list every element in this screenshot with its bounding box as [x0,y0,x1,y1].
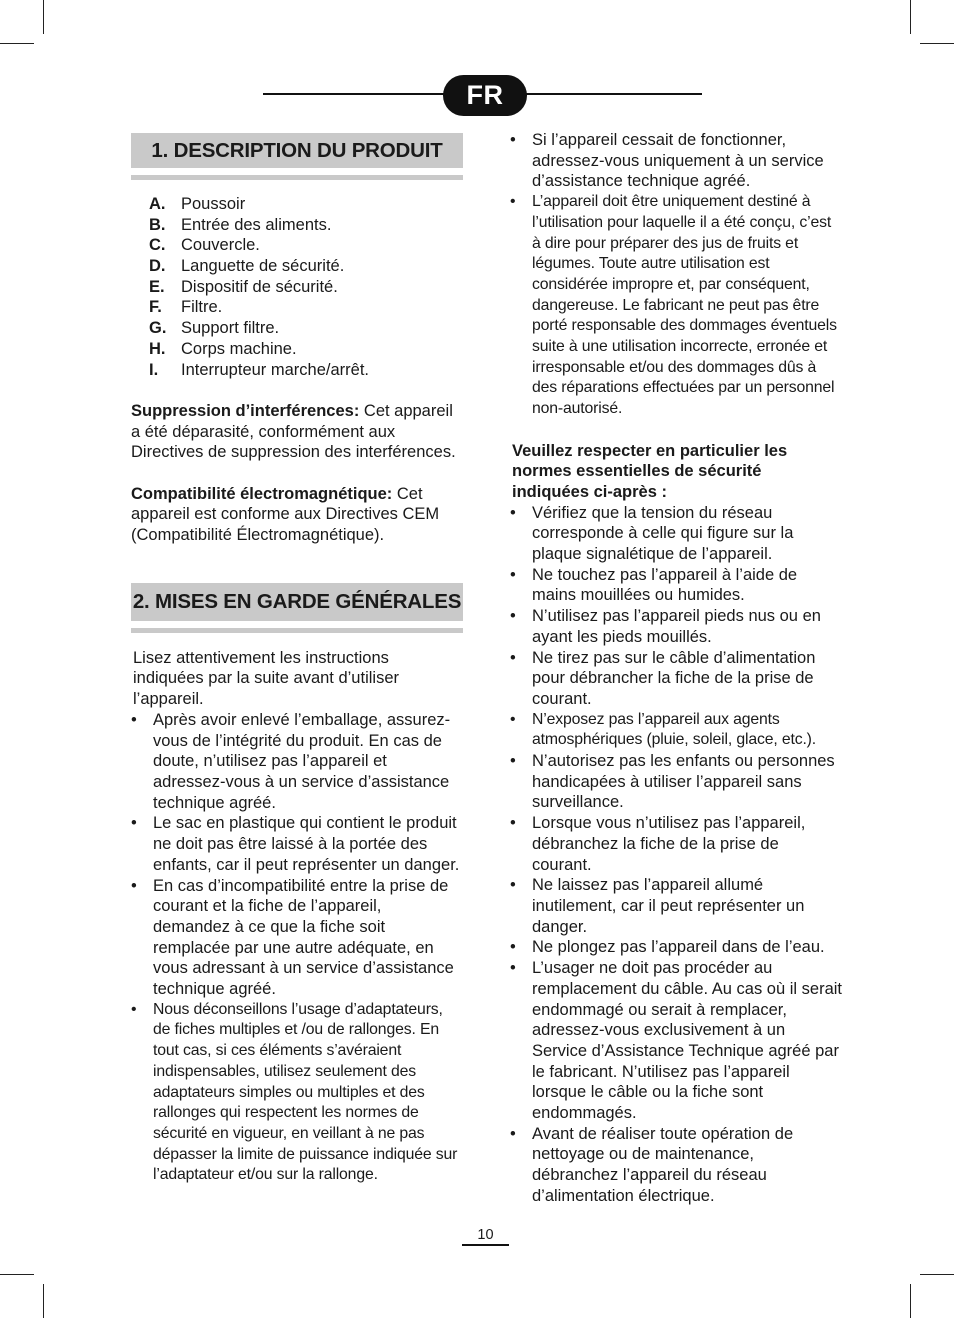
list-item [149,318,463,339]
emc-paragraph [131,484,463,546]
list-item [149,360,463,381]
part-key: A. [149,195,166,213]
list-item: • Ne laissez pas l’appareil allumé inutilement, car il peut représenter un danger. [510,875,842,937]
crop-mark [0,43,34,44]
part-key: G. [149,319,167,338]
list-item: • Vérifiez que la tension du réseau corresponde à celle qui figure sur la plaque signalétique de l’appareil. [510,503,842,565]
list-item [149,339,463,360]
part-label: Entrée des aliments. [181,215,332,234]
part-key: I. [149,360,159,379]
interference-text: Cet appareil a été déparasité, conformément aux Directives de suppression des interférences. [131,401,456,462]
part-label: Languette de sécurité. [181,257,345,276]
crop-mark [910,1284,911,1318]
list-item: • Lorsque vous n’utilisez pas l’appareil, débranchez la fiche de la prise de courant. [510,813,842,875]
header-rule-right [517,93,702,95]
interference-label: Suppression d’interférences: [131,401,360,420]
part-label: Filtre. [181,298,223,317]
part-label: Corps machine. [181,339,297,358]
list-item [149,194,463,215]
list-item: • Ne plongez pas l’appareil dans de l’eau. [510,937,842,958]
part-label: Support filtre. [181,319,280,338]
section-divider [131,628,463,633]
list-item [149,277,463,298]
safety-heading: Veuillez respecter en particulier les normes essentielles de sécurité indiquées ci-après : [512,441,788,501]
list-item: • Si l’appareil cessait de fonctionner, adressez-vous uniquement à un service d’assistance technique agréé. [510,130,842,192]
list-item: • En cas d’incompatibilité entre la prise de courant et la fiche de l’appareil, demandez à ce que la fiche soit remplacée par une autre adéquate, en vous adressant à un service d’assistance technique agréé. [131,876,463,1000]
header-rule-left [263,93,453,95]
section-1-heading: 1. DESCRIPTION DU PRODUIT [131,133,463,168]
list-item: • Nous déconseillons l’usage d’adaptateurs, de fiches multiples et /ou de rallonges. En tout cas, si ces éléments s’avéraient indispensables, utilisez seulement des adaptateurs simples ou multiples et des rallonges qui respectent les normes de sécurité en vigueur, en veillant à ne pas dépasser la limite de puissance indiquée sur l’adaptateur et/ou sur la rallonge. [131,1000,463,1186]
emc-text: Cet appareil est conforme aux Directives CEM (Compatibilité Électromagnétique). [131,484,440,545]
list-item: • N’autorisez pas les enfants ou personnes handicapées à utiliser l’appareil sans surveillance. [510,751,842,813]
list-item: • N’exposez pas l’appareil aux agents atmosphériques (pluie, soleil, glace, etc.). [510,710,842,751]
part-key: D. [149,257,166,276]
list-item: • Avant de réaliser toute opération de nettoyage ou de maintenance, débranchez l’appareil du réseau d’alimentation électrique. [510,1124,842,1207]
list-item [149,297,463,318]
list-item: • Ne touchez pas l’appareil à l’aide de mains mouillées ou humides. [510,565,842,606]
list-item: • N’utilisez pas l’appareil pieds nus ou en ayant les pieds mouillés. [510,606,842,647]
part-label: Poussoir [181,195,246,213]
crop-mark [920,1274,954,1275]
crop-mark [920,43,954,44]
part-key: H. [149,339,166,358]
section-divider [131,175,463,180]
part-label: Dispositif de sécurité. [181,277,338,296]
list-item: • L’usager ne doit pas procéder au remplacement du câble. Au cas où il serait endommagé ou serait à remplacer, adressez-vous exclusivement à un Service d’Assistance Technique agréé par le fabricant. N’utilisez pas l’appareil lorsque le câble ou la fiche sont endommagés. [510,958,842,1124]
interference-paragraph [131,401,463,463]
list-item: • Après avoir enlevé l’emballage, assurez-vous de l’intégrité du produit. En cas de doute, n’utilisez pas l’appareil et adressez-vous à un service d’assistance technique agréé. [131,710,463,814]
part-key: B. [149,215,166,234]
part-key: E. [149,277,165,296]
part-key: C. [149,236,166,255]
list-item: • Le sac en plastique qui contient le produit ne doit pas être laissé à la portée des enfants, car il peut représenter un danger. [131,813,463,875]
general-warnings-list [131,710,463,1186]
list-item [149,256,463,277]
crop-mark [43,0,44,34]
list-item [149,215,463,236]
page-number: 10 [462,1226,509,1246]
left-column [131,133,463,1186]
emc-label: Compatibilité électromagnétique: [131,484,393,503]
section-2-intro: Lisez attentivement les instructions indiquées par la suite avant d’utiliser l’appareil. [133,648,399,709]
warnings-list-top [510,130,842,420]
crop-mark [0,1274,34,1275]
list-item: • Ne tirez pas sur le câble d’alimentation pour débrancher la fiche de la prise de courant. [510,648,842,710]
list-item [149,235,463,256]
crop-mark [910,0,911,34]
part-label: Interrupteur marche/arrêt. [181,360,369,379]
crop-mark [43,1284,44,1318]
list-item: • L’appareil doit être uniquement destiné à l’utilisation pour laquelle il a été conçu, c’est à dire pour préparer des jus de fruits et légumes. Toute autre utilisation est considérée impropre et, par conséquent, dangereuse. Le fabricant ne peut pas être porté responsable des dommages éventuels suite à une utilisation incorrecte, erronée et irresponsable et/ou des dommages dûs à des réparations effectuées par un personnel non-autorisé. [510,192,842,420]
part-label: Couvercle. [181,236,260,255]
safety-rules-list [510,503,842,1207]
parts-list [149,194,463,380]
right-column [510,130,842,1207]
section-2-heading: 2. MISES EN GARDE GÉNÉRALES [131,583,463,621]
language-badge: FR [443,75,527,116]
part-key: F. [149,298,162,317]
